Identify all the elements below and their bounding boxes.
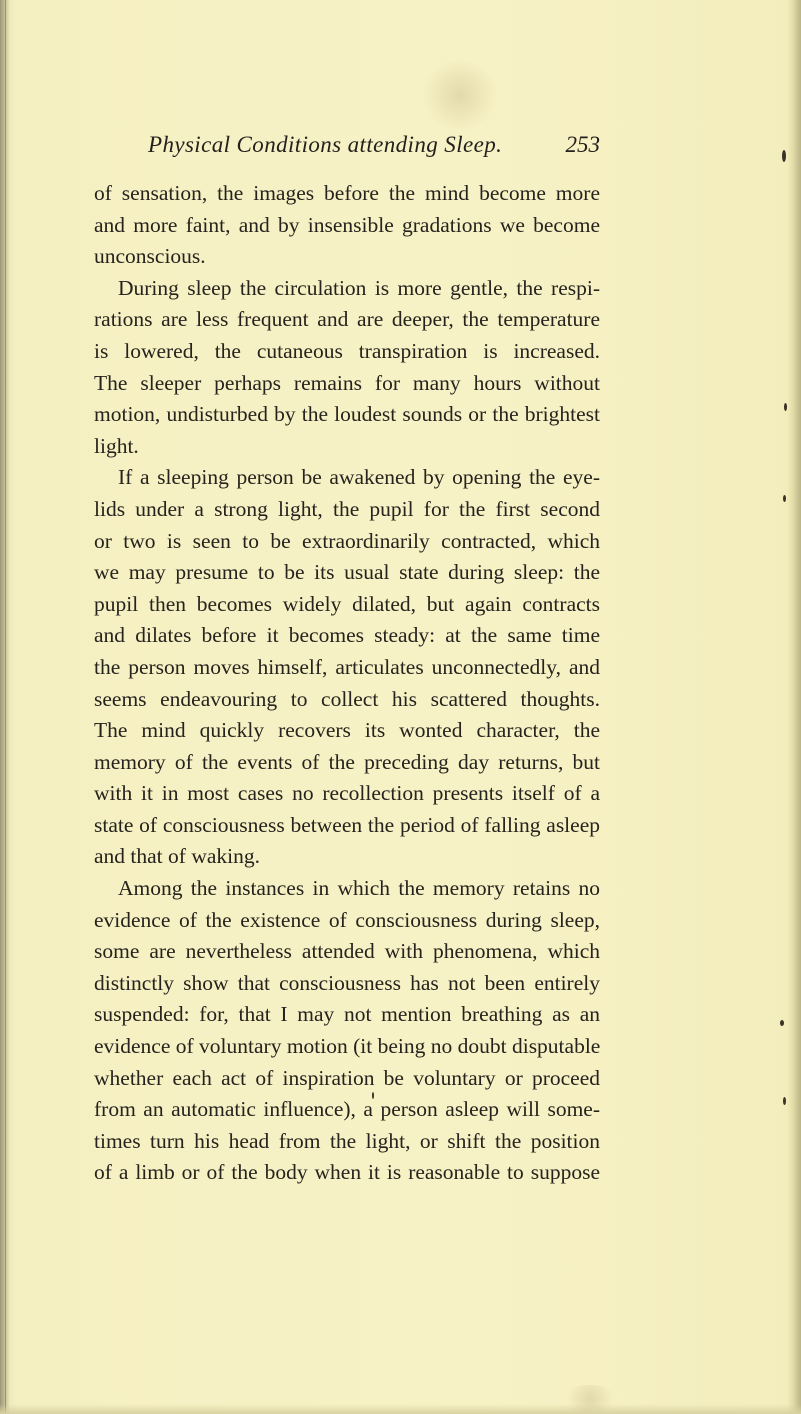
spine-line xyxy=(5,0,6,1414)
text-line: and that of waking. xyxy=(94,844,260,869)
text-line: Among the instances in which the memory retains no xyxy=(118,876,600,901)
text-line: evidence of voluntary motion (it being no doubt disputable xyxy=(94,1034,601,1059)
text-line: of sensation, the images before the mind become more xyxy=(94,181,600,205)
text-line: state of consciousness between the period of falling asleep xyxy=(94,812,600,837)
text-line: lids under a strong light, the pupil for the first second xyxy=(94,496,600,521)
text-line: is lowered, the cutaneous transpiration is increased. xyxy=(94,338,600,363)
ink-speck xyxy=(780,1020,784,1026)
text-line: distinctly show that consciousness has not been entirely xyxy=(94,970,600,995)
ink-speck xyxy=(784,403,787,411)
text-line: some are nevertheless attended with phenomena, which xyxy=(94,939,600,964)
text-line: light. xyxy=(94,433,139,458)
text-line: evidence of the existence of consciousness during sleep, xyxy=(94,907,600,932)
text-line: with it in most cases no recollection presents itself of a xyxy=(94,781,600,806)
body-text xyxy=(94,178,600,1189)
ink-speck xyxy=(783,495,786,502)
text-line: times turn his head from the light, or shift the position xyxy=(94,1128,600,1153)
text-line: The sleeper perhaps remains for many hours without xyxy=(94,370,600,395)
text-line: seems endeavouring to collect his scattered thoughts. xyxy=(94,686,600,711)
text-line: memory of the events of the preceding day returns, but xyxy=(94,749,600,774)
paper-stain xyxy=(560,1385,620,1413)
text-line: or two is seen to be extraordinarily contracted, which xyxy=(94,528,600,553)
text-line: rations are less frequent and are deeper, the temperature xyxy=(94,307,600,332)
text-line: The mind quickly recovers its wonted character, the xyxy=(94,718,600,743)
paper-stain xyxy=(420,60,500,130)
text-line: we may presume to be its usual state during sleep: the xyxy=(94,560,600,585)
page-number: 253 xyxy=(565,132,600,157)
text-line: pupil then becomes widely dilated, but again contracts xyxy=(94,591,600,616)
page-edge-shadow xyxy=(787,0,801,1414)
text-line: from an automatic influence), a person asleep will some- xyxy=(94,1097,600,1122)
text-line: and more faint, and by insensible gradations we become xyxy=(94,212,600,237)
text-line: motion, undisturbed by the loudest sounds or the brightest xyxy=(94,402,600,427)
text-line: whether each act of inspiration be voluntary or proceed xyxy=(94,1065,600,1090)
ink-speck xyxy=(783,1097,786,1105)
text-line: of a limb or of the body when it is reasonable to suppose xyxy=(94,1160,600,1185)
running-title: Physical Conditions attending Sleep. xyxy=(148,132,503,157)
text-line: unconscious. xyxy=(94,244,206,269)
ink-speck xyxy=(782,150,786,162)
text-line: and dilates before it becomes steady: at the same time xyxy=(94,623,600,648)
bottom-edge-shadow xyxy=(0,1404,801,1414)
text-line: During sleep the circulation is more gentle, the respi- xyxy=(118,275,600,300)
text-line: suspended: for, that I may not mention breathing as an xyxy=(94,1002,600,1027)
text-line: If a sleeping person be awakened by opening the eye- xyxy=(118,465,600,490)
text-line: the person moves himself, articulates unconnectedly, and xyxy=(94,654,600,679)
page-header xyxy=(148,130,600,164)
